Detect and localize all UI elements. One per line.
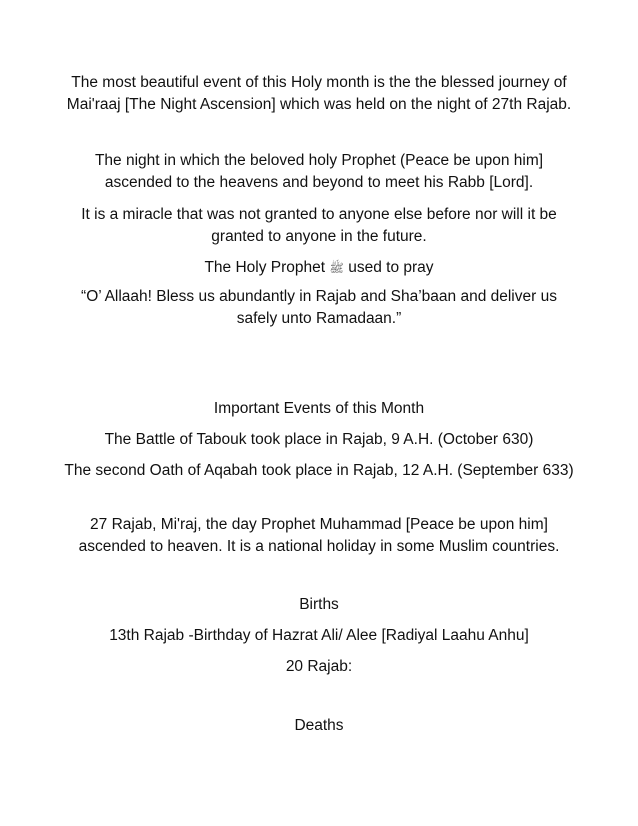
birth-item-20-rajab: 20 Rajab:: [285, 658, 353, 675]
dua-quote: “O’ Allaah! Bless us abundantly in Rajab and Sha’baan and deliver us safely unto Ramadaan.”: [81, 288, 557, 327]
intro-paragraph-miracle: It is a miracle that was not granted to anyone else before nor will it be granted to anyone in the future.: [81, 206, 557, 245]
intro-paragraph-prophet-prayed: [60, 257, 578, 279]
birth-item-ali: 13th Rajab -Birthday of Hazrat Ali/ Alee [Radiyal Laahu Anhu]: [109, 627, 529, 644]
events-heading: Important Events of this Month: [213, 400, 425, 417]
prophet-text: The Holy Prophet: [204, 259, 326, 276]
event-item-tabouk: The Battle of Tabouk took place in Rajab, 9 A.H. (October 630): [104, 431, 534, 448]
salawat-symbol: ﷺ: [329, 261, 344, 275]
intro-paragraph-night: The night in which the beloved holy Prophet (Peace be upon him] ascended to the heavens and beyond to meet his Rabb [Lord].: [94, 152, 544, 191]
intro-paragraph-miraaj: The most beautiful event of this Holy month is the the blessed journey of Mai'raaj [The Night Ascension] which was held on the night of 27th Rajab.: [66, 74, 572, 113]
births-heading: Births: [299, 596, 339, 613]
deaths-heading: Deaths: [294, 717, 344, 734]
used-to-pray-text: used to pray: [348, 259, 434, 276]
event-item-miraj: 27 Rajab, Mi'raj, the day Prophet Muhammad [Peace be upon him] ascended to heaven. It is a national holiday in some Muslim countries.: [78, 516, 560, 555]
event-item-aqabah: The second Oath of Aqabah took place in Rajab, 12 A.H. (September 633): [64, 462, 574, 479]
